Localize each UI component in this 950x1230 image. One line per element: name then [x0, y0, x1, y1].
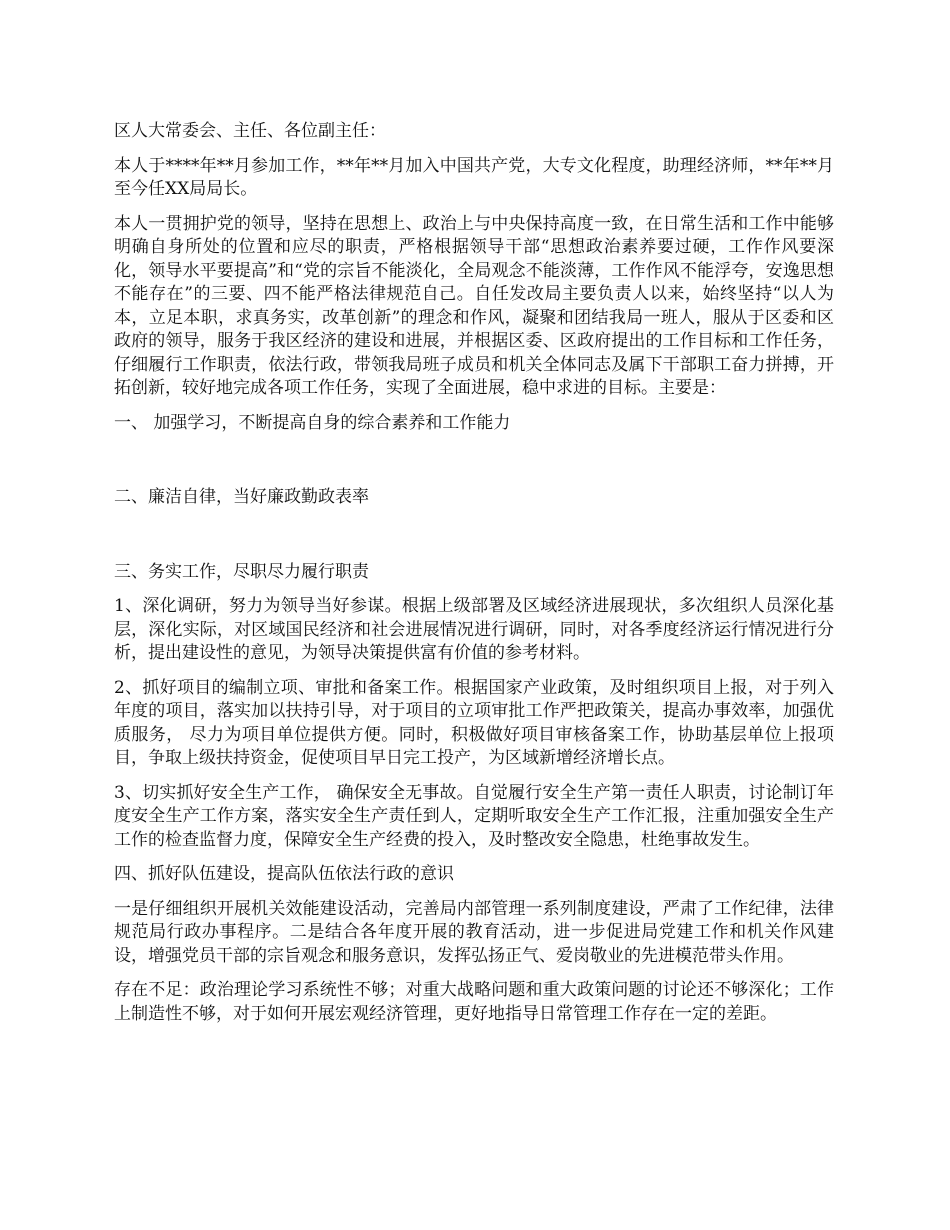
- section-heading-3: 三、务实工作，尽职尽力履行职责: [114, 561, 369, 582]
- team-building-paragraph: 一是仔细组织开展机关效能建设活动，完善局内部管理一系列制度建设，严肃了工作纪律，法律规范局行政办事程序。二是结合各年度开展的教育活动，进一步促进局党建工作和机关作风建设，增强党员干部的宗旨观念和服务意识，发挥弘扬正气、爱岗敬业的先进模范带头作用。: [114, 898, 834, 966]
- shortcomings-paragraph: 存在不足：政治理论学习系统性不够；对重大战略问题和重大政策问题的讨论还不够深化；工作上制造性不够，对于如何开展宏观经济管理，更好地指导日常管理工作存在一定的差距。: [114, 980, 834, 1024]
- overview-paragraph: 本人一贯拥护党的领导，坚持在思想上、政治上与中央保持高度一致，在日常生活和工作中能够明确自身所处的位置和应尽的职责，严格根据领导干部“思想政治素养要过硬，工作作风要深化，领导水平要提高”和“党的宗旨不能淡化，全局观念不能淡薄，工作作风不能浮夸，安逸思想不能存在”的三要、四不能严格法律规范自己。自任发改局主要负责人以来，始终坚持“以人为本，立足本职，求真务实，改革创新”的理念和作风，凝聚和团结我局一班人，服从于区委和区政府的领导，服务于我区经济的建设和进展，并根据区委、区政府提出的工作目标和工作任务，仔细履行工作职责，依法行政，带领我局班子成员和机关全体同志及属下干部职工奋力拼搏，开拓创新，较好地完成各项工作任务，实现了全面进展，稳中求进的目标。主要是：: [114, 213, 834, 398]
- list-item-3: 3、切实抓好安全生产工作， 确保安全无事故。自觉履行安全生产第一责任人职责，讨论制订年度安全生产工作方案，落实安全生产责任到人，定期听取安全生产工作汇报，注重加强安全生产工作的检查监督力度，保障安全生产经费的投入，及时整改安全隐患，杜绝事故发生。: [114, 782, 834, 850]
- section-heading-2: 二、廉洁自律，当好廉政勤政表率: [114, 487, 369, 507]
- document-page: [114, 120, 834, 1037]
- section-heading-1: 一、 加强学习，不断提高自身的综合素养和工作能力: [114, 412, 511, 433]
- salutation: 区人大常委会、主任、各位副主任：: [114, 121, 386, 141]
- section-heading-4: 四、抓好队伍建设，提高队伍依法行政的意识: [114, 864, 454, 884]
- intro-paragraph: 本人于****年**月参加工作，**年**月加入中国共产党，大专文化程度，助理经济师，**年**月至今任XX局局长。: [114, 155, 834, 199]
- list-item-1: 1、深化调研，努力为领导当好参谋。根据上级部署及区域经济进展现状，多次组织人员深化基层，深化实际，对区域国民经济和社会进展情况进行调研，同时，对各季度经济运行情况进行分析，提出建设性的意见，为领导决策提供富有价值的参考材料。: [114, 596, 834, 663]
- list-item-2: 2、抓好项目的编制立项、审批和备案工作。根据国家产业政策，及时组织项目上报，对于列入年度的项目，落实加以扶持引导，对于项目的立项审批工作严把政策关，提高办事效率，加强优质服务， 尽力为项目单位提供方便。同时，积极做好项目审核备案工作，协助基层单位上报项目，争取上级扶持资金，促使项目早日完工投产，为区域新增经济增长点。: [114, 677, 834, 768]
